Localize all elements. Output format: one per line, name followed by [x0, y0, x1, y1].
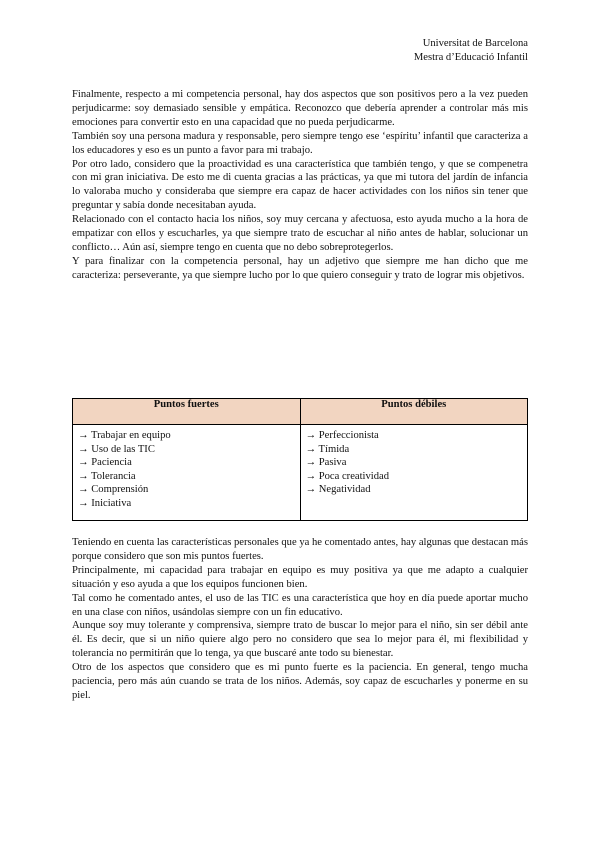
document-header [414, 37, 528, 65]
paragraph: Otro de los aspectos que considero que es mi punto fuerte es la paciencia. En general, tengo mucha paciencia, pero más aún cuando se trata de los niños. Además, soy capaz de escucharles y ponerme en su piel. [72, 662, 528, 701]
weakness-item: → Negatividad [305, 484, 371, 496]
weakness-item: → Perfeccionista [305, 430, 379, 441]
strengths-cell [73, 425, 301, 521]
paragraph: Finalmente, respecto a mi competencia personal, hay dos aspectos que son positivos pero a la vez pueden perjudicarme: soy demasiado sensible y empática. Reconozco que debería aprender a controlar más mis emociones para convertir esto en una capacidad que no pueda perjudicarme. [72, 89, 528, 128]
weaknesses-header: Puntos débiles [300, 399, 528, 425]
paragraph: Por otro lado, considero que la proactividad es una característica que también tengo, y que se compenetra con mi gran iniciativa. De esto me di cuenta gracias a las prácticas, ya que mi tutora del jardín de infancia lo valoraba mucho y consideraba que siempre era capaz de hacer actividades con los niños sin tener que preguntar y sabía donde necesitaban ayuda. [72, 158, 528, 212]
strength-item: → Iniciativa [78, 497, 132, 509]
paragraph: Teniendo en cuenta las características personales que ya he comentado antes, hay algunas que destacan más porque considero que son mis puntos fuertes. [72, 537, 528, 562]
paragraph: Tal como he comentado antes, el uso de las TIC es una característica que hoy en día puede aportar mucho en una clase con niños, usándolas siempre con un fin educativo. [72, 592, 528, 618]
closing-text-block [72, 536, 528, 703]
header-university: Universitat de Barcelona [422, 38, 528, 49]
strengths-header: Puntos fuertes [73, 399, 301, 425]
strength-item: → Uso de las TIC [78, 443, 155, 455]
strength-item: → Tolerancia [78, 470, 136, 482]
strength-item: → Trabajar en equipo [78, 430, 171, 441]
strength-item: → Paciencia [78, 457, 132, 469]
weakness-item: → Pasiva [305, 457, 347, 469]
paragraph: Aunque soy muy tolerante y comprensiva, siempre trato de buscar lo mejor para el niño, sin ser débil ante él. Es decir, que si un niño quiere algo pero no considero que sea lo mejor para él, mi flexibilidad y tolerancia no permitirán que lo tenga, ya que buscaré ante todo su bienestar. [72, 620, 528, 660]
paragraph: Relacionado con el contacto hacia los niños, soy muy cercana y afectuosa, esto ayuda mucho a la hora de empatizar con ellos y escucharles, ya que siempre trato de escuchar al niño antes de hablar, solucionar un conflicto… Aún así, siempre tengo en cuenta que no debo sobreprotegerlos. [72, 214, 528, 253]
weakness-item: → Tímida [305, 443, 350, 455]
intro-text-block [72, 88, 528, 283]
weakness-item: → Poca creatividad [305, 470, 390, 482]
weaknesses-cell [300, 425, 528, 521]
paragraph: También soy una persona madura y responsable, pero siempre tengo ese ‘espíritu’ infantil que caracteriza a los educadores y eso es un punto a favor para mi trabajo. [72, 130, 528, 156]
strengths-weaknesses-table [72, 398, 528, 521]
header-program: Mestra d’Educació Infantil [413, 52, 528, 63]
paragraph: Y para finalizar con la competencia personal, hay un adjetivo que siempre me han dicho que me caracteriza: perseverante, ya que siempre lucho por lo que quiero conseguir y trato de lograr mis objetivos. [72, 255, 528, 281]
strength-item: → Comprensión [78, 484, 149, 496]
paragraph: Principalmente, mi capacidad para trabajar en equipo es muy positiva ya que me adapto a cualquier situación y eso ayuda a que los equipos funcionen bien. [72, 564, 528, 590]
